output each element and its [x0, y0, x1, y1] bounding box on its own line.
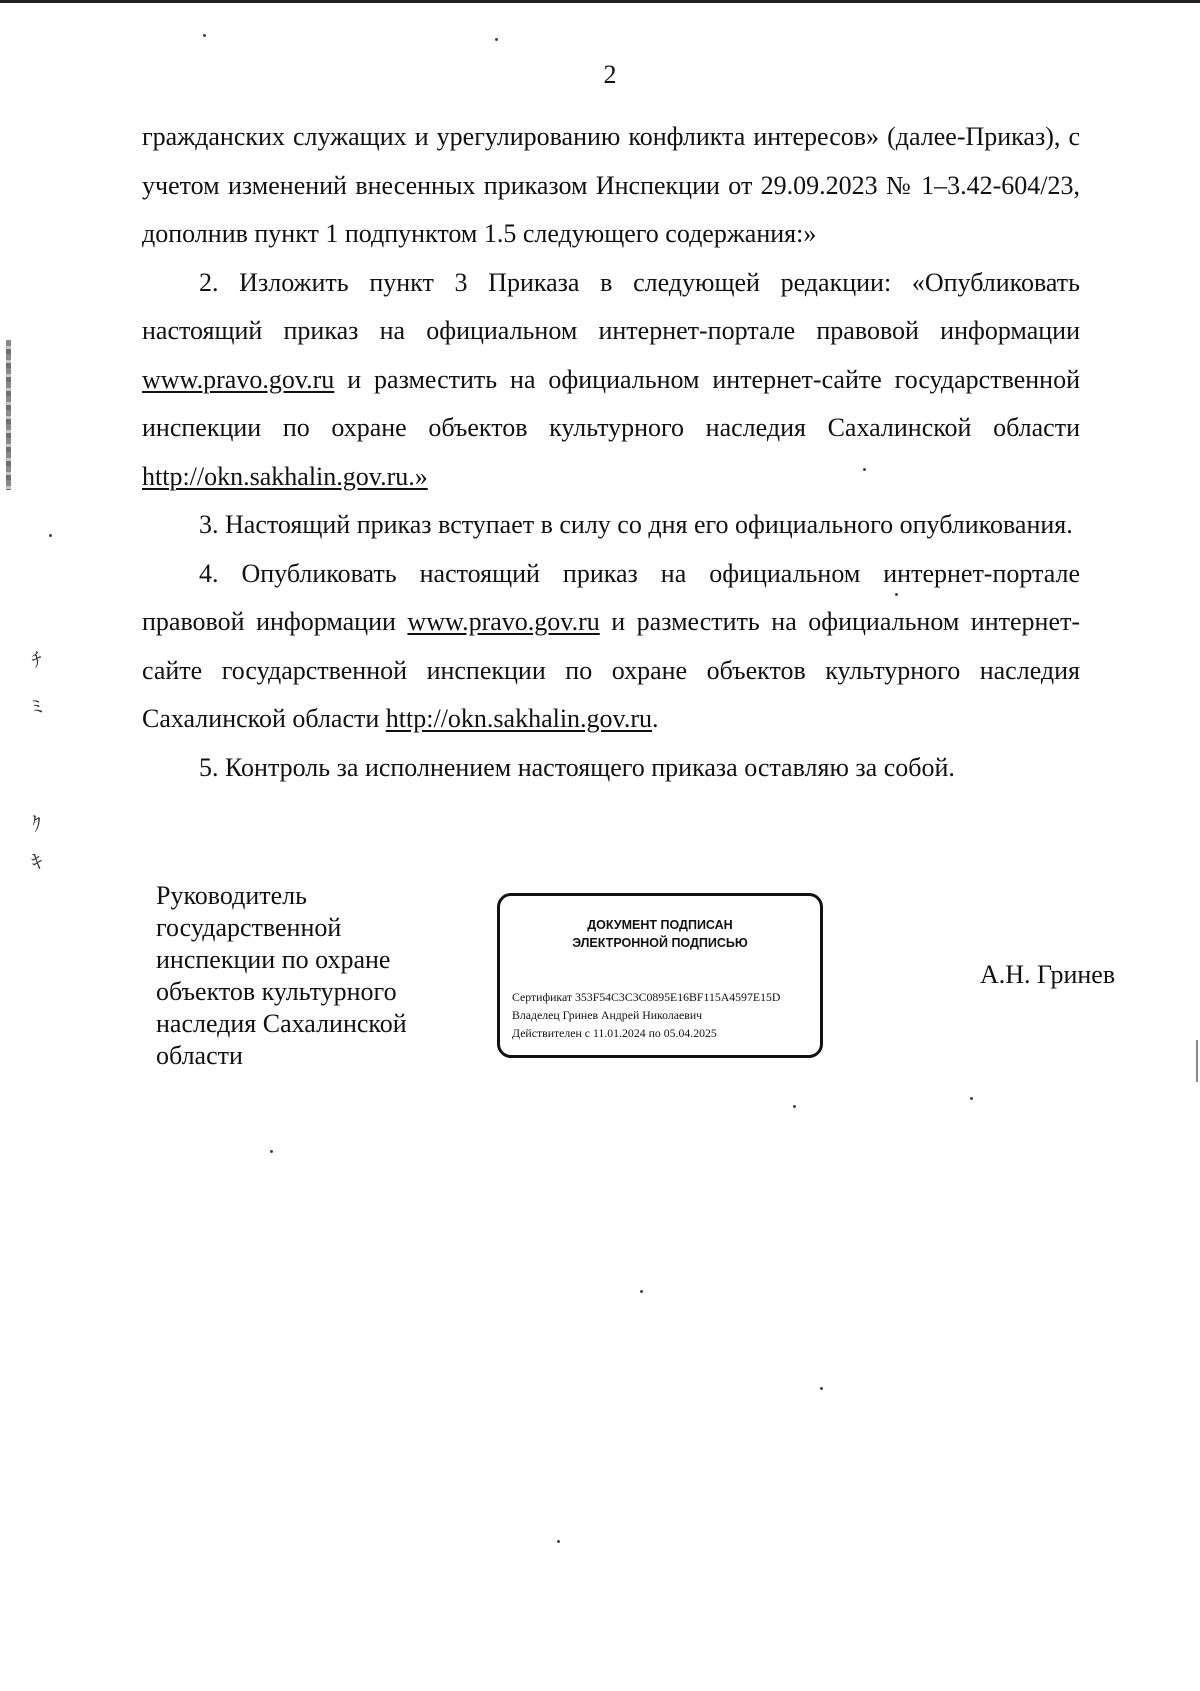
position-line: инспекции по охране	[156, 945, 391, 974]
paragraph-item-5: 5. Контроль за исполнением настоящего приказа оставляю за собой.	[199, 752, 955, 782]
page-number: 2	[603, 60, 617, 89]
pravo-link[interactable]: www.pravo.gov.ru	[407, 607, 600, 636]
scan-speck	[793, 1105, 796, 1108]
paragraph-text: 4. Опубликовать настоящий приказ на официальном интернет-портале правовой информации	[142, 558, 1080, 636]
position-line: Руководитель	[156, 881, 307, 910]
pravo-link[interactable]: www.pravo.gov.ru	[142, 364, 335, 394]
margin-scribble: ﾁ	[29, 648, 45, 673]
paragraph-text: и разместить на официальном интернет-сайте государственной инспекции по охране объектов культурного наследия Сахалинской области	[142, 364, 1080, 442]
margin-scribble: ｸ	[29, 812, 45, 837]
paragraph-text: 2. Изложить пункт 3 Приказа в следующей редакции: «Опубликовать настоящий приказ на официальном интернет-портале правовой информации	[142, 267, 1080, 345]
position-line: наследия Сахалинской	[156, 1009, 407, 1038]
scan-speck	[820, 1387, 823, 1390]
scan-top-edge	[0, 0, 1200, 3]
scan-speck	[557, 1540, 560, 1543]
position-line: объектов культурного	[156, 977, 397, 1006]
paragraph-item-3: 3. Настоящий приказ вступает в силу со дня его официального опубликования.	[199, 510, 1073, 539]
position-line: государственной	[156, 913, 342, 942]
scan-speck	[495, 38, 498, 41]
margin-scribble: ｷ	[29, 850, 45, 875]
stamp-details	[512, 988, 780, 1042]
stamp-title-line: ДОКУМЕНТ ПОДПИСАН	[587, 918, 733, 932]
paragraph-item-4	[142, 550, 1080, 744]
position-line: области	[156, 1041, 243, 1070]
document-body	[142, 113, 1080, 792]
electronic-signature-stamp	[497, 893, 823, 1058]
scan-speck	[270, 1150, 273, 1153]
scan-edge-mark	[6, 340, 11, 490]
signer-name: А.Н. Гринев	[980, 960, 1116, 989]
stamp-title-line: ЭЛЕКТРОННОЙ ПОДПИСЬЮ	[572, 936, 748, 950]
signatory-position	[156, 880, 407, 1072]
stamp-title	[500, 916, 820, 952]
paragraph-continuation: гражданских служащих и урегулированию конфликта интересов» (далее-Приказ), с учетом изменений внесенных приказом Инспекции от 29.09.2023 № 1–3.42-604/23, дополнив пункт 1 подпунктом 1.5 следующего содержания:»	[142, 122, 1080, 248]
stamp-certificate: Сертификат 353F54C3C3C0895E16BF115A4597E15D	[512, 990, 781, 1004]
scan-speck	[640, 1290, 643, 1293]
paragraph-item-2	[142, 259, 1080, 502]
paragraph-text: и разместить на официальном интернет-сайте государственной инспекции по охране объектов культурного наследия Сахалинской области	[142, 607, 1080, 733]
scan-speck	[203, 34, 206, 37]
scan-speck	[49, 534, 52, 537]
okn-sakhalin-link[interactable]: http://okn.sakhalin.gov.ru.»	[142, 461, 428, 491]
stamp-owner: Владелец Гринев Андрей Николаевич	[512, 1008, 703, 1022]
margin-scribble: ﾐ	[29, 695, 45, 720]
stamp-validity: Действителен с 11.01.2024 по 05.04.2025	[512, 1026, 717, 1040]
scan-speck	[970, 1097, 973, 1100]
scan-edge-mark	[1196, 1040, 1198, 1082]
okn-sakhalin-link[interactable]: http://okn.sakhalin.gov.ru	[385, 704, 653, 733]
paragraph-text: .	[652, 704, 659, 733]
